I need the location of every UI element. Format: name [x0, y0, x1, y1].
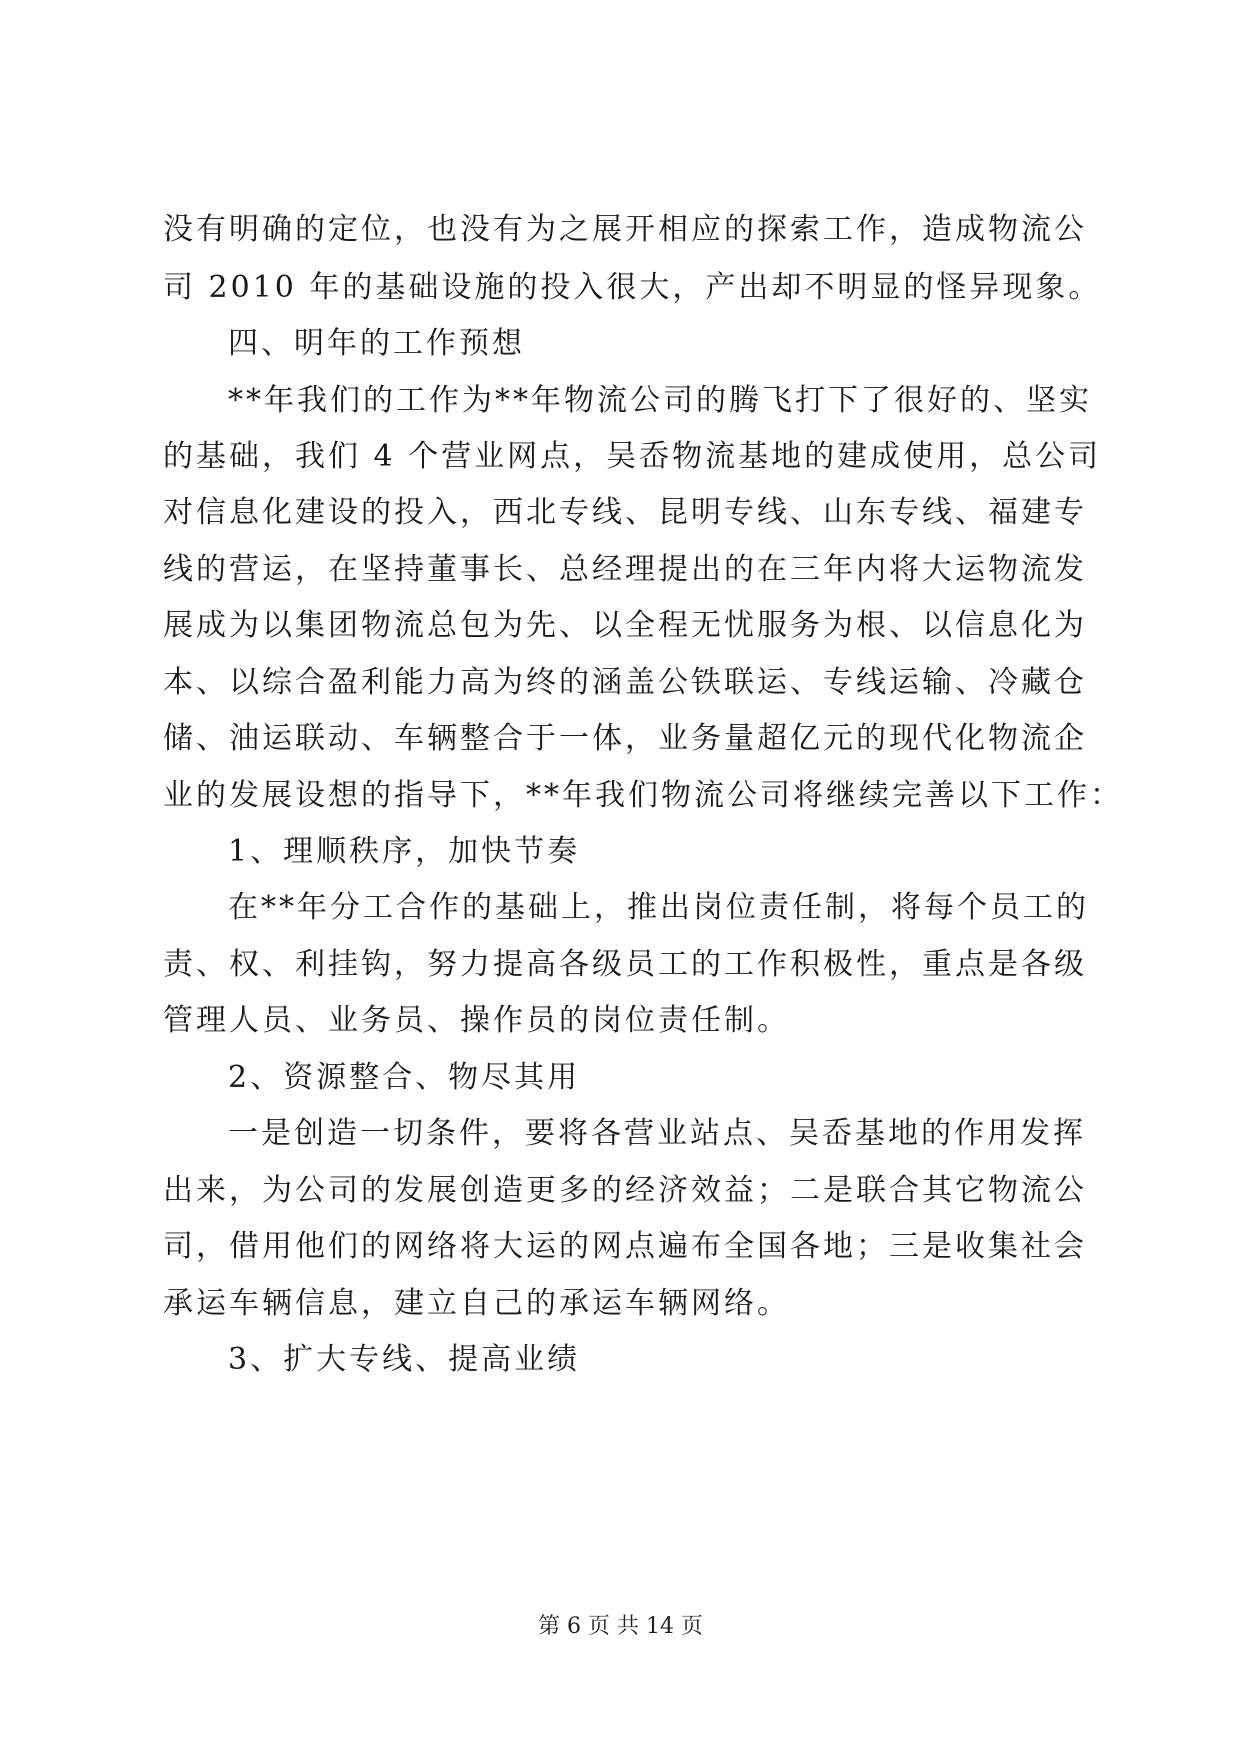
text-line: 展成为以集团物流总包为先、以全程无忧服务为根、以信息化为 — [163, 608, 1087, 643]
text-line: 司，借用他们的网络将大运的网点遍布全国各地；三是收集社会 — [163, 1229, 1087, 1264]
text-line: 对信息化建设的投入，西北专线、昆明专线、山东专线、福建专 — [163, 495, 1087, 530]
text-line: 的基础，我们 4 个营业网点，吴岙物流基地的建成使用，总公司 — [163, 439, 1102, 474]
text-line: 业的发展设想的指导下，**年我们物流公司将继续完善以下工作： — [163, 778, 1123, 813]
subsection-heading: 1、理顺秩序，加快节奏 — [228, 834, 581, 869]
text-line: 司 2010 年的基础设施的投入很大，产出却不明显的怪异现象。 — [163, 270, 1102, 305]
text-line: 没有明确的定位，也没有为之展开相应的探索工作，造成物流公 — [163, 212, 1087, 247]
text-line: 承运车辆信息，建立自己的承运车辆网络。 — [163, 1286, 790, 1321]
text-line: 储、油运联动、车辆整合于一体，业务量超亿元的现代化物流企 — [163, 721, 1087, 756]
text-line: 本、以综合盈利能力高为终的涵盖公铁联运、专线运输、冷藏仓 — [163, 665, 1087, 700]
paragraph-first-line: 在**年分工合作的基础上，推出岗位责任制，将每个员工的 — [228, 890, 1089, 925]
text-line: 线的营运，在坚持董事长、总经理提出的在三年内将大运物流发 — [163, 552, 1087, 587]
text-line: 出来，为公司的发展创造更多的经济效益；二是联合其它物流公 — [163, 1173, 1087, 1208]
paragraph-first-line: **年我们的工作为**年物流公司的腾飞打下了很好的、坚实 — [228, 383, 1092, 418]
text-line: 责、权、利挂钩，努力提高各级员工的工作积极性，重点是各级 — [163, 947, 1087, 982]
text-line: 管理人员、业务员、操作员的岗位责任制。 — [163, 1003, 790, 1038]
paragraph-first-line: 一是创造一切条件，要将各营业站点、吴岙基地的作用发挥 — [228, 1116, 1086, 1151]
section-heading: 四、明年的工作预想 — [228, 326, 525, 361]
subsection-heading: 2、资源整合、物尽其用 — [228, 1060, 581, 1095]
subsection-heading: 3、扩大专线、提高业绩 — [228, 1342, 581, 1377]
page-number-footer: 第 6 页 共 14 页 — [538, 1614, 703, 1639]
